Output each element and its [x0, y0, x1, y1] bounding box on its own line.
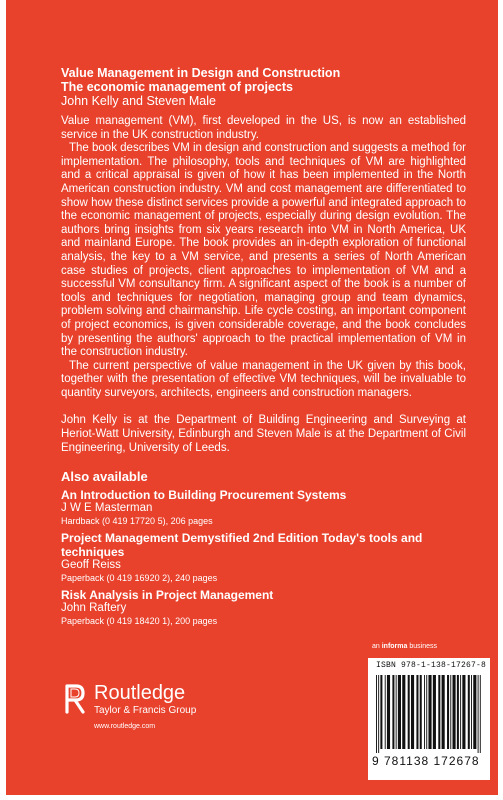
- description-paragraph: The book describes VM in design and construction and suggests a method for implementation. The philosophy, tools and techniques of VM are highlighted and a critical appraisal is given of how it has been implemented in the North American construction industry. VM and cost management are differentiated to show how these distinct services provide a powerful and integrated approach to the economic management of projects, especially during design evolution. The authors bring insights from six years research into VM in North America, UK and mainland Europe. The book provides an in-depth exploration of functional analysis, the key to a VM service, and presents a series of North American case studies of projects, client approaches to implementation of VM and a successful VM consultancy firm. A significant aspect of the book is a number of tools and techniques for negotiation, managing group and team dynamics, problem solving and chairmanship. Life cycle costing, an important component of project economics, is given considerable coverage, and the book concludes by presenting the authors' approach to the practical implementation of VM in the construction industry.: [61, 142, 466, 359]
- barcode-bar: [408, 675, 410, 749]
- barcode-bar: [478, 675, 479, 753]
- publisher-url[interactable]: www.routledge.com: [94, 723, 156, 730]
- also-item-meta: Paperback (0 419 16920 2), 240 pages: [61, 573, 218, 584]
- barcode-bar: [426, 675, 427, 749]
- publisher-logo: [64, 682, 244, 742]
- barcode-bar: [398, 675, 401, 749]
- informa-business-tag: [372, 642, 437, 651]
- informa-tag-suffix: business: [407, 643, 437, 650]
- barcode-bar: [396, 675, 397, 749]
- informa-brand: informa: [381, 643, 408, 650]
- barcode-bar: [471, 675, 472, 749]
- also-available-item: [61, 531, 466, 584]
- publisher-name: Routledge: [94, 682, 186, 704]
- barcode-bar: [378, 675, 379, 753]
- book-subtitle: The economic management of projects: [61, 80, 293, 94]
- barcode-bar: [473, 675, 476, 749]
- barcode-bar: [468, 675, 470, 749]
- informa-tag-prefix: an: [372, 643, 382, 650]
- barcode-bar: [480, 675, 481, 753]
- barcode-bar: [424, 675, 425, 749]
- barcode-bar: [433, 675, 436, 749]
- barcode-bar: [416, 675, 418, 749]
- cover-content: [61, 66, 466, 627]
- barcode-bar: [420, 675, 422, 749]
- barcode-bar: [380, 675, 382, 749]
- also-item-title: Risk Analysis in Project Management: [61, 588, 274, 603]
- author-note: John Kelly is at the Department of Building Engineering and Surveying at Heriot-Watt University, Edinburgh and Steven Male is at the Department of Civil Engineering, University of Leeds.: [61, 414, 466, 454]
- also-available-heading: Also available: [61, 469, 148, 485]
- barcode-bar: [387, 675, 390, 749]
- also-item-meta: Paperback (0 419 18420 1), 200 pages: [61, 616, 218, 627]
- barcode-bar: [385, 675, 386, 749]
- also-available-item: [61, 488, 466, 527]
- also-available-item: [61, 588, 466, 627]
- book-authors: John Kelly and Steven Male: [61, 94, 216, 108]
- barcode-bar: [411, 675, 414, 749]
- barcode-box: [368, 658, 490, 780]
- barcode-bar: [450, 675, 451, 749]
- also-item-meta: Hardback (0 419 17720 5), 206 pages: [61, 516, 213, 527]
- isbn-label: ISBN 978-1-138-17267-8: [376, 661, 487, 670]
- description-paragraph: The current perspective of value management in the UK given by this book, together with the presentation of effective VM techniques, will be invaluable to quantity surveyors, architects, engineers and construction managers.: [61, 359, 466, 399]
- also-item-author: John Raftery: [61, 602, 127, 615]
- barcode-bar: [402, 675, 405, 749]
- description-paragraph: Value management (VM), first developed in the US, is now an established service in the UK construction industry.: [61, 115, 466, 141]
- barcode-bar: [392, 675, 394, 749]
- routledge-logo-icon: [64, 684, 86, 714]
- book-title: Value Management in Design and Construction: [61, 66, 341, 80]
- barcode-number: 9 781138 172678: [372, 754, 480, 768]
- also-item-author: J W E Masterman: [61, 502, 153, 515]
- also-item-title: An Introduction to Building Procurement Systems: [61, 488, 347, 503]
- barcode-bar: [462, 675, 465, 749]
- barcode-bar: [452, 675, 455, 749]
- barcode-bar: [376, 675, 377, 753]
- barcode-bar: [460, 675, 461, 749]
- publisher-group: Taylor & Francis Group: [94, 705, 197, 716]
- also-item-author: Geoff Reiss: [61, 559, 121, 572]
- barcode-bar: [442, 675, 445, 749]
- barcode-bar: [457, 675, 459, 749]
- barcode-icon: [376, 675, 482, 753]
- barcode-bar: [447, 675, 449, 749]
- also-item-title: Project Management Demystified 2nd Edition Today's tools and techniques: [61, 531, 423, 560]
- barcode-bar: [428, 675, 431, 749]
- barcode-bar: [438, 675, 440, 749]
- book-back-cover: [6, 0, 498, 795]
